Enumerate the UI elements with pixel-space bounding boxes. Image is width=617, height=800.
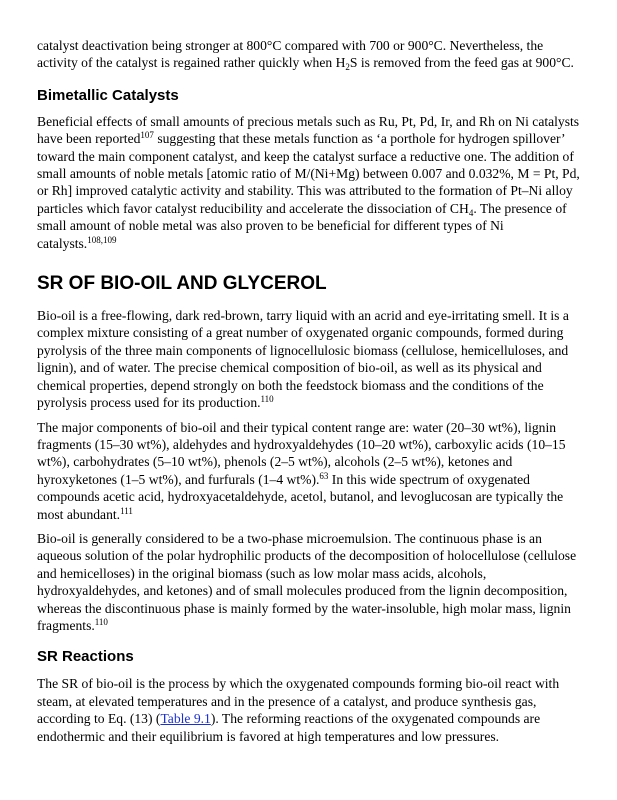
bimetallic-text-1: Beneficial effects of small amounts of precious metals such as Ru, Pt, Pd, Ir, and Rh on Ni catalysts have been reported	[37, 113, 580, 147]
section-heading-sr-bio-oil: SR OF BIO-OIL AND GLYCEROL	[37, 273, 327, 295]
sr-reactions-paragraph	[37, 675, 585, 745]
bio-oil-paragraph-2	[37, 419, 585, 523]
intro-text-1: catalyst deactivation being stronger at 800°C compared with 700 or 900°C. Nevertheless, the activity of the catalyst is regained rather quickly when H	[37, 38, 544, 71]
bio-oil-text-3: Bio-oil is generally considered to be a two-phase microemulsion. The continuous phase is an aqueous solution of the polar hydrophilic products of the decomposition of holocellulose (cellulose and hemicelloses) in the original biomass (such as low molar mass acids, alcohols, hydroxyaldehydes, and ketones) and of small molecules produced from the lignin decomposition, whereas the discontinuous phase is mainly formed by the water-insoluble, high molar mass, lignin fragments.	[37, 530, 577, 633]
bimetallic-text-2: suggesting that these metals function as ‘a porthole for hydrogen spillover’ toward the main component catalyst, and keep the catalyst surface a reductive one. The addition of small amounts of noble metals [atomic ratio of M/(Ni+Mg) between 0.007 and 0.032%, M = Pt, Pd, or Rh] improved catalytic activity and stability. This was attributed to the formation of Pt–Ni alloy particles which favor catalyst reducibility and accelerate the dissociation of CH	[37, 131, 580, 216]
intro-text-2: S is removed from the feed gas at 900°C.	[349, 55, 574, 71]
sr-reactions-text-2: ). The reforming reactions of the oxygenated compounds are endothermic and their equilibrium is favored at high temperatures and low pressures.	[37, 711, 541, 744]
bio-oil-text-2b: In this wide spectrum of oxygenated compounds acetic acid, hydroxyacetaldehyde, acetol, butanol, and levoglucosan are typically the most abundant.	[37, 471, 564, 522]
document-page	[37, 37, 585, 745]
section-heading-sr-reactions: SR Reactions	[37, 648, 134, 666]
subscript-h2: 2	[345, 62, 350, 73]
citation-ref: 110	[260, 394, 274, 405]
bio-oil-text-2a: The major components of bio-oil and their typical content range are: water (20–30 wt%), lignin fragments (15–30 wt%), aldehydes and hydroxyaldehydes (10–20 wt%), carboxylic acids (10–15 wt%), carbohydrates (5–10 wt%), phenols (2–5 wt%), alcohols (2–5 wt%), ketones and hyroxyketones (1–5 wt%), and furfurals (1–4 wt%).	[37, 419, 566, 487]
sr-reactions-text-1: The SR of bio-oil is the process by which the oxygenated compounds forming bio-oil react with steam, at elevated temperatures and in the presence of a catalyst, and produce synthesis gas, according to Eq. (13) (	[37, 676, 560, 727]
citation-ref: 63	[319, 470, 329, 481]
citation-ref: 111	[120, 505, 133, 516]
bio-oil-text-1: Bio-oil is a free-flowing, dark red-brown, tarry liquid with an acrid and eye-irritating smell. It is a complex mixture consisting of a great number of oxygenated organic compounds, formed during pyrolysis of the three main components of lignocellulosic biomass (cellulose, hemicelluloses, and lignin), and of water. The precise chemical composition of bio-oil, as well as its physical and chemical properties, depend strongly on both the feedstock biomass and the conditions of the pyrolysis process used for its production.	[37, 308, 569, 411]
citation-ref: 107	[140, 130, 154, 141]
bio-oil-paragraph-1	[37, 307, 585, 411]
bio-oil-paragraph-3	[37, 530, 585, 634]
bimetallic-paragraph	[37, 113, 585, 252]
citation-ref: 108,109	[87, 234, 117, 245]
intro-paragraph	[37, 37, 585, 72]
citation-ref: 110	[94, 616, 108, 627]
table-9-1-link[interactable]: Table 9.1	[160, 711, 211, 727]
bimetallic-text-3: . The presence of small amount of noble metal was also proven to be beneficial for different types of Ni catalysts.	[37, 200, 567, 251]
subscript-ch4: 4	[468, 207, 474, 218]
section-heading-bimetallic: Bimetallic Catalysts	[37, 86, 179, 104]
